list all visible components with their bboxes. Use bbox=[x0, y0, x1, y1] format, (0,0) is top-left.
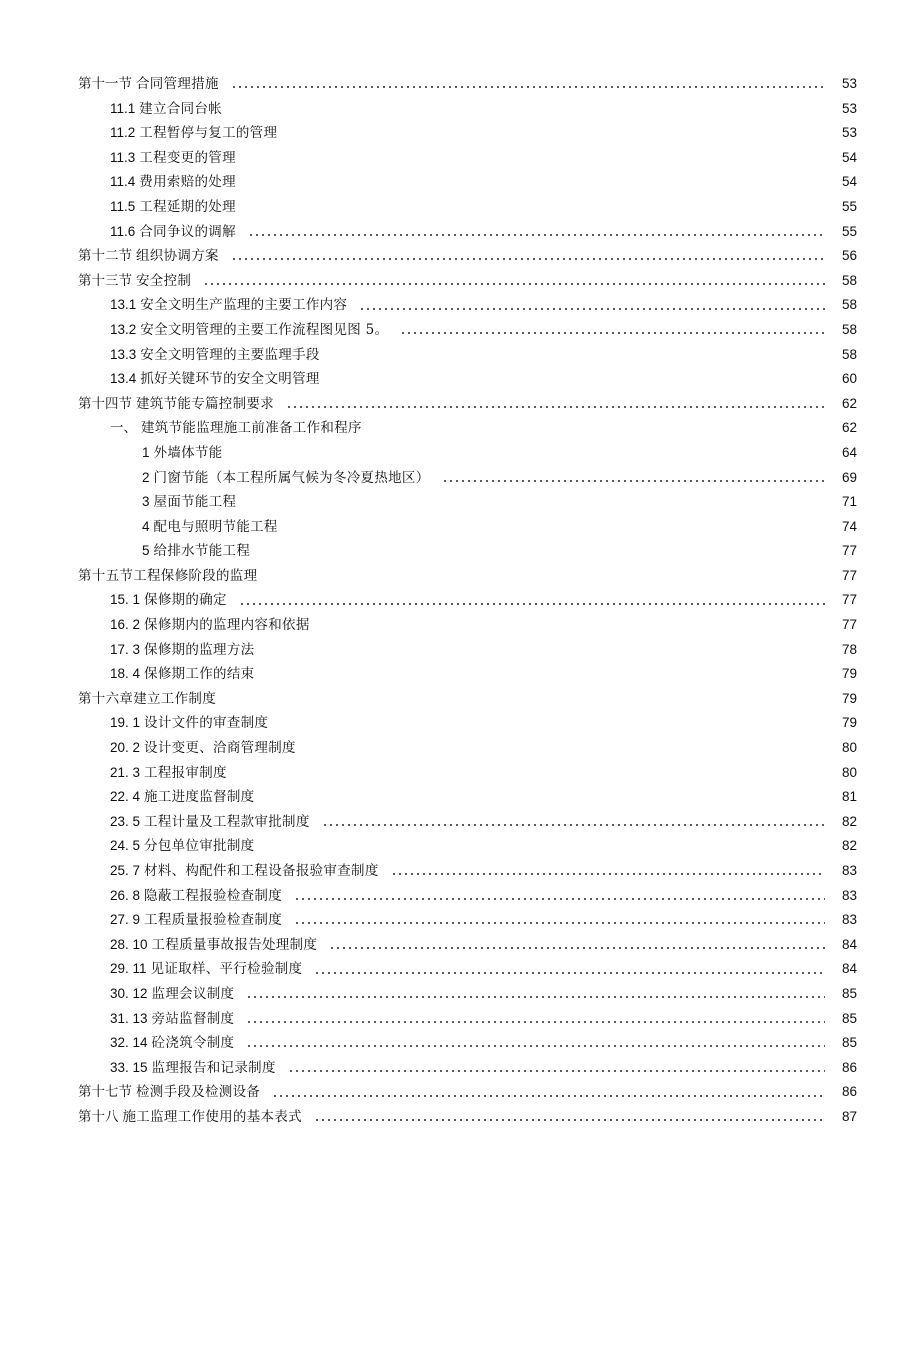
table-of-contents bbox=[78, 72, 857, 1130]
toc-entry-page-number: 85 bbox=[841, 985, 857, 1001]
toc-entry-number: 18. 4 bbox=[110, 666, 141, 682]
toc-entry-label bbox=[110, 293, 347, 318]
toc-entry-title: 门窗节能（本工程所属气候为冬冷夏热地区） bbox=[153, 469, 430, 486]
dot-leader bbox=[332, 378, 825, 386]
toc-entry-title: 外墙体节能 bbox=[153, 444, 223, 461]
toc-entry[interactable] bbox=[78, 1007, 857, 1032]
toc-entry-page-number: 58 bbox=[841, 272, 857, 288]
toc-entry-page-number: 54 bbox=[841, 149, 857, 165]
dot-leader bbox=[239, 772, 825, 780]
toc-entry-title: 保修期工作的结束 bbox=[144, 666, 255, 683]
dot-leader bbox=[391, 870, 825, 878]
toc-entry-title: 屋面节能工程 bbox=[153, 494, 237, 511]
toc-entry-title: 工程计量及工程款审批制度 bbox=[144, 813, 310, 830]
toc-entry-title: 隐蔽工程报验检查制度 bbox=[144, 887, 283, 904]
toc-entry-page-number: 79 bbox=[841, 690, 857, 706]
toc-entry-title: 安全文明生产监理的主要工作内容 bbox=[140, 297, 348, 314]
toc-entry-number: 13.2 bbox=[110, 321, 137, 337]
toc-entry[interactable] bbox=[78, 121, 857, 146]
toc-entry-label bbox=[110, 121, 277, 146]
toc-entry-page-number: 64 bbox=[841, 444, 857, 460]
toc-entry-title: 见证取样、平行检验制度 bbox=[150, 961, 303, 978]
toc-entry-label bbox=[110, 810, 310, 835]
toc-entry-label bbox=[142, 490, 236, 515]
toc-entry-label bbox=[110, 859, 379, 884]
toc-entry-title: 费用索赔的处理 bbox=[139, 174, 236, 191]
toc-entry-page-number: 80 bbox=[841, 740, 857, 756]
toc-entry-page-number: 69 bbox=[841, 469, 857, 485]
toc-entry-number: 25. 7 bbox=[110, 863, 141, 878]
toc-entry-title: 砼浇筑令制度 bbox=[151, 1035, 235, 1052]
toc-entry-label bbox=[110, 982, 234, 1007]
toc-entry-title: 检测手段及检测设备 bbox=[136, 1084, 261, 1101]
toc-entry-page-number: 56 bbox=[841, 248, 857, 264]
toc-entry-page-number: 77 bbox=[841, 543, 857, 559]
toc-entry-number: 11.2 bbox=[110, 125, 136, 141]
toc-entry-label bbox=[78, 72, 219, 97]
toc-entry-page-number: 58 bbox=[841, 346, 857, 362]
toc-entry[interactable] bbox=[78, 195, 857, 220]
toc-entry-label bbox=[78, 1080, 260, 1105]
dot-leader bbox=[294, 919, 825, 927]
toc-entry-number: 24. 5 bbox=[110, 838, 141, 854]
dot-leader bbox=[266, 674, 825, 682]
dot-leader bbox=[203, 280, 825, 288]
toc-entry-title: 监理会议制度 bbox=[151, 985, 235, 1002]
toc-entry-number: 11.1 bbox=[110, 100, 136, 116]
toc-entry-page-number: 60 bbox=[841, 371, 857, 387]
toc-entry-number: 27. 9 bbox=[110, 912, 141, 928]
toc-entry-label bbox=[110, 834, 254, 859]
toc-entry-title: 给排水节能工程 bbox=[153, 543, 251, 560]
toc-entry-number: 33. 15 bbox=[110, 1059, 148, 1075]
toc-entry[interactable] bbox=[78, 72, 857, 97]
toc-entry-page-number: 86 bbox=[841, 1084, 857, 1100]
toc-entry-page-number: 85 bbox=[841, 1035, 857, 1051]
toc-entry[interactable] bbox=[78, 761, 857, 786]
dot-leader bbox=[314, 1116, 825, 1124]
toc-entry-label bbox=[78, 1105, 302, 1130]
toc-entry[interactable] bbox=[78, 392, 857, 417]
toc-entry[interactable] bbox=[78, 220, 857, 245]
toc-entry-number: 22. 4 bbox=[110, 789, 141, 805]
toc-entry-number: 30. 12 bbox=[110, 985, 148, 1001]
toc-entry-number: 第十二节 bbox=[78, 248, 132, 264]
toc-entry[interactable] bbox=[78, 269, 857, 294]
toc-entry-title: 工程暂停与复工的管理 bbox=[139, 125, 278, 142]
toc-entry-page-number: 84 bbox=[841, 961, 857, 977]
toc-entry[interactable] bbox=[78, 441, 857, 466]
toc-entry-number: 第十四节 bbox=[78, 395, 132, 411]
dot-leader bbox=[234, 108, 825, 116]
toc-entry[interactable] bbox=[78, 564, 857, 589]
toc-entry[interactable] bbox=[78, 785, 857, 810]
dot-leader bbox=[228, 698, 825, 706]
toc-entry[interactable] bbox=[78, 170, 857, 195]
toc-entry-page-number: 84 bbox=[841, 936, 857, 952]
dot-leader bbox=[246, 1042, 825, 1050]
toc-entry-number: 第十一节 bbox=[78, 76, 132, 91]
toc-entry-page-number: 86 bbox=[841, 1059, 857, 1075]
toc-entry-title: 配电与照明节能工程 bbox=[153, 518, 278, 535]
toc-entry-page-number: 53 bbox=[841, 100, 857, 116]
toc-entry-title: 工程变更的管理 bbox=[139, 149, 236, 166]
toc-entry[interactable] bbox=[78, 416, 857, 441]
toc-entry-title: 安全文明管理的主要工作流程图见图 5。 bbox=[140, 321, 389, 338]
toc-entry-label bbox=[78, 244, 219, 269]
toc-entry-number: 29. 11 bbox=[110, 961, 147, 977]
toc-entry-title: 合同管理措施 bbox=[136, 76, 219, 92]
toc-entry-label bbox=[110, 785, 254, 810]
toc-entry-label bbox=[110, 638, 254, 663]
toc-entry-page-number: 82 bbox=[841, 813, 857, 829]
toc-entry-number: 19. 1 bbox=[110, 715, 141, 731]
toc-entry-title: 第十五节工程保修阶段的监理 bbox=[78, 567, 258, 584]
toc-entry-number: 2 bbox=[142, 469, 150, 485]
dot-leader bbox=[359, 305, 825, 313]
toc-entry-title: 保修期内的监理内容和依据 bbox=[144, 617, 310, 634]
dot-leader bbox=[272, 1092, 825, 1100]
toc-entry-page-number: 62 bbox=[841, 395, 857, 411]
toc-entry[interactable] bbox=[78, 1056, 857, 1081]
dot-leader bbox=[246, 1018, 825, 1026]
toc-entry-number: 3 bbox=[142, 494, 150, 510]
toc-entry-title: 建筑节能专篇控制要求 bbox=[136, 395, 274, 412]
toc-entry-label bbox=[142, 515, 278, 540]
toc-entry-page-number: 71 bbox=[841, 494, 857, 510]
toc-entry-number: 一、 bbox=[110, 420, 137, 436]
toc-entry-label bbox=[110, 367, 320, 392]
toc-entry[interactable] bbox=[78, 318, 857, 343]
toc-entry-label bbox=[110, 588, 227, 613]
dot-leader bbox=[288, 1067, 825, 1075]
toc-entry[interactable] bbox=[78, 933, 857, 958]
dot-leader bbox=[332, 354, 825, 362]
dot-leader bbox=[248, 206, 825, 214]
toc-entry[interactable] bbox=[78, 293, 857, 318]
toc-entry-label bbox=[110, 761, 227, 786]
toc-entry-number: 28. 10 bbox=[110, 936, 148, 952]
toc-entry-label bbox=[110, 343, 320, 368]
dot-leader bbox=[290, 526, 825, 534]
toc-entry-label bbox=[110, 195, 236, 220]
toc-entry-number: 13.3 bbox=[110, 346, 137, 362]
toc-entry-number: 5 bbox=[142, 543, 150, 559]
toc-entry[interactable] bbox=[78, 490, 857, 515]
dot-leader bbox=[314, 969, 825, 977]
toc-entry-page-number: 77 bbox=[841, 592, 857, 608]
dot-leader bbox=[248, 231, 825, 239]
toc-entry-page-number: 78 bbox=[841, 641, 857, 657]
toc-entry-title: 工程质量事故报告处理制度 bbox=[151, 936, 318, 953]
dot-leader bbox=[400, 329, 825, 337]
dot-leader bbox=[322, 821, 825, 829]
toc-entry-number: 21. 3 bbox=[110, 764, 141, 780]
toc-entry[interactable] bbox=[78, 244, 857, 269]
toc-entry-page-number: 77 bbox=[841, 617, 857, 633]
dot-leader bbox=[269, 575, 825, 583]
toc-entry[interactable] bbox=[78, 810, 857, 835]
toc-entry-page-number: 80 bbox=[841, 764, 857, 780]
toc-entry-page-number: 53 bbox=[841, 76, 857, 91]
dot-leader bbox=[289, 132, 825, 140]
toc-entry-title: 监理报告和记录制度 bbox=[151, 1059, 276, 1076]
toc-entry[interactable] bbox=[78, 736, 857, 761]
toc-entry[interactable] bbox=[78, 588, 857, 613]
toc-entry-page-number: 77 bbox=[841, 567, 857, 583]
toc-entry-number: 11.5 bbox=[110, 198, 136, 214]
toc-entry[interactable] bbox=[78, 515, 857, 540]
toc-entry-title: 工程报审制度 bbox=[144, 764, 227, 781]
toc-entry-label bbox=[110, 1056, 276, 1081]
toc-entry-label bbox=[78, 564, 257, 589]
toc-entry-label bbox=[78, 269, 191, 294]
toc-entry-label bbox=[110, 318, 388, 343]
dot-leader bbox=[246, 993, 825, 1001]
toc-entry-page-number: 87 bbox=[841, 1108, 857, 1124]
toc-entry-label bbox=[110, 933, 317, 958]
toc-entry-label bbox=[110, 908, 282, 933]
toc-entry[interactable] bbox=[78, 662, 857, 687]
toc-entry-title: 工程质量报验检查制度 bbox=[144, 912, 283, 929]
toc-entry[interactable] bbox=[78, 146, 857, 171]
toc-entry-number: 13.4 bbox=[110, 371, 137, 387]
toc-entry-label bbox=[110, 416, 362, 441]
toc-entry-number: 13.1 bbox=[110, 297, 137, 313]
toc-entry-title: 设计文件的审查制度 bbox=[144, 715, 269, 732]
toc-entry-number: 26. 8 bbox=[110, 887, 141, 903]
toc-entry[interactable] bbox=[78, 711, 857, 736]
toc-entry-page-number: 58 bbox=[841, 321, 857, 337]
toc-entry-title: 组织协调方案 bbox=[136, 248, 219, 265]
toc-entry-page-number: 74 bbox=[841, 518, 857, 534]
dot-leader bbox=[248, 157, 825, 165]
toc-entry-page-number: 54 bbox=[841, 174, 857, 190]
toc-entry[interactable] bbox=[78, 466, 857, 491]
dot-leader bbox=[329, 944, 825, 952]
toc-entry-title: 设计变更、洽商管理制度 bbox=[144, 740, 296, 757]
toc-entry-number: 11.4 bbox=[110, 174, 136, 190]
toc-entry-page-number: 81 bbox=[841, 789, 857, 805]
toc-entry[interactable] bbox=[78, 367, 857, 392]
toc-entry-number: 第十三节 bbox=[78, 272, 132, 288]
toc-entry-label bbox=[110, 711, 268, 736]
toc-entry[interactable] bbox=[78, 613, 857, 638]
dot-leader bbox=[322, 624, 825, 632]
toc-entry[interactable] bbox=[78, 1031, 857, 1056]
toc-entry-number: 第十八 bbox=[78, 1108, 119, 1124]
toc-entry-page-number: 62 bbox=[841, 420, 857, 436]
toc-entry-title: 施工进度监督制度 bbox=[144, 789, 255, 806]
toc-entry-label bbox=[110, 170, 236, 195]
toc-entry-label bbox=[142, 539, 250, 564]
toc-entry-number: 17. 3 bbox=[110, 641, 141, 657]
toc-entry-label bbox=[110, 613, 310, 638]
toc-entry-label bbox=[142, 466, 430, 491]
toc-entry[interactable] bbox=[78, 957, 857, 982]
dot-leader bbox=[266, 797, 825, 805]
toc-entry[interactable] bbox=[78, 982, 857, 1007]
toc-entry[interactable] bbox=[78, 1105, 857, 1130]
toc-entry[interactable] bbox=[78, 1080, 857, 1105]
toc-entry-page-number: 83 bbox=[841, 912, 857, 928]
toc-entry-page-number: 55 bbox=[841, 198, 857, 214]
toc-entry-title: 材料、构配件和工程设备报验审查制度 bbox=[144, 863, 379, 879]
dot-leader bbox=[239, 600, 825, 608]
dot-leader bbox=[374, 428, 825, 436]
toc-entry[interactable] bbox=[78, 884, 857, 909]
toc-entry-title: 保修期的监理方法 bbox=[144, 641, 255, 658]
dot-leader bbox=[266, 649, 825, 657]
toc-entry-label bbox=[110, 220, 236, 245]
toc-entry-page-number: 79 bbox=[841, 715, 857, 731]
toc-entry-label bbox=[110, 1031, 234, 1056]
dot-leader bbox=[262, 551, 825, 559]
toc-entry-title: 旁站监督制度 bbox=[151, 1010, 235, 1027]
toc-entry-page-number: 82 bbox=[841, 838, 857, 854]
dot-leader bbox=[308, 747, 825, 755]
toc-entry-number: 第十七节 bbox=[78, 1084, 132, 1100]
toc-entry-title: 建筑节能监理施工前准备工作和程序 bbox=[141, 420, 362, 437]
toc-entry-title: 安全控制 bbox=[136, 272, 192, 289]
dot-leader bbox=[248, 182, 825, 190]
toc-entry[interactable] bbox=[78, 859, 857, 884]
toc-entry-title: 施工监理工作使用的基本表式 bbox=[122, 1108, 302, 1125]
dot-leader bbox=[442, 477, 825, 485]
toc-entry-label bbox=[110, 1007, 234, 1032]
toc-entry-page-number: 53 bbox=[841, 125, 857, 141]
toc-entry-label bbox=[110, 146, 236, 171]
dot-leader bbox=[235, 452, 825, 460]
toc-entry-number: 31. 13 bbox=[110, 1010, 148, 1026]
toc-entry-page-number: 83 bbox=[841, 863, 857, 878]
toc-entry-label bbox=[78, 392, 274, 417]
toc-entry-label bbox=[78, 687, 216, 712]
toc-entry-label bbox=[110, 884, 282, 909]
toc-entry[interactable] bbox=[78, 908, 857, 933]
toc-entry-page-number: 58 bbox=[841, 297, 857, 313]
dot-leader bbox=[231, 255, 825, 263]
toc-entry-title: 安全文明管理的主要监理手段 bbox=[140, 346, 320, 363]
toc-entry-number: 4 bbox=[142, 518, 150, 534]
toc-entry-title: 抓好关键环节的安全文明管理 bbox=[140, 371, 320, 388]
toc-entry[interactable] bbox=[78, 834, 857, 859]
toc-entry-label bbox=[110, 97, 222, 122]
toc-entry-title: 保修期的确定 bbox=[144, 592, 227, 609]
toc-entry-page-number: 55 bbox=[841, 223, 857, 239]
toc-entry-number: 1 bbox=[142, 444, 150, 460]
toc-entry-number: 16. 2 bbox=[110, 617, 141, 633]
toc-entry-number: 11.6 bbox=[110, 223, 136, 239]
toc-entry-title: 第十六章建立工作制度 bbox=[78, 690, 216, 707]
toc-entry-number: 15. 1 bbox=[110, 592, 141, 608]
toc-entry[interactable] bbox=[78, 638, 857, 663]
dot-leader bbox=[248, 501, 825, 509]
toc-entry[interactable] bbox=[78, 97, 857, 122]
toc-entry-number: 23. 5 bbox=[110, 813, 141, 829]
dot-leader bbox=[280, 723, 825, 731]
toc-entry-title: 合同争议的调解 bbox=[139, 223, 236, 240]
toc-entry[interactable] bbox=[78, 539, 857, 564]
toc-entry-label bbox=[110, 957, 302, 982]
toc-entry-label bbox=[110, 662, 254, 687]
toc-entry-title: 分包单位审批制度 bbox=[144, 838, 255, 855]
toc-entry-label bbox=[142, 441, 223, 466]
toc-entry-number: 32. 14 bbox=[110, 1035, 148, 1051]
toc-entry-number: 11.3 bbox=[110, 149, 136, 165]
toc-entry-title: 工程延期的处理 bbox=[139, 198, 236, 215]
toc-entry-title: 建立合同台帐 bbox=[139, 100, 223, 117]
dot-leader bbox=[294, 895, 825, 903]
toc-entry-page-number: 79 bbox=[841, 666, 857, 682]
toc-entry[interactable] bbox=[78, 687, 857, 712]
toc-entry-label bbox=[110, 736, 296, 761]
dot-leader bbox=[286, 403, 825, 411]
toc-entry-number: 20. 2 bbox=[110, 740, 141, 756]
toc-entry-page-number: 83 bbox=[841, 887, 857, 903]
toc-entry-page-number: 85 bbox=[841, 1010, 857, 1026]
dot-leader bbox=[231, 83, 825, 91]
toc-entry[interactable] bbox=[78, 343, 857, 368]
dot-leader bbox=[266, 846, 825, 854]
